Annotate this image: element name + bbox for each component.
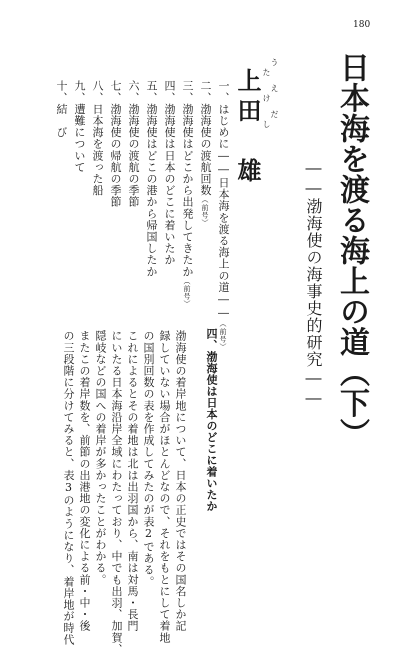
toc-item (56, 80, 67, 138)
toc-item (200, 80, 211, 226)
subtitle: ――渤海使の海事史的研究―― (304, 158, 323, 408)
body-line: 隠岐などの国への着岸が多かったことがわかる。 (94, 330, 107, 586)
toc-item-text: 四、渤海使は日本のどこに着いたか (163, 80, 176, 266)
author-ruby (262, 58, 278, 146)
toc-item (128, 80, 139, 208)
body-line: の国別回数の表を作成してみたのが表2である。 (142, 330, 155, 588)
toc-item-note: （前号） (183, 277, 191, 308)
body-text (56, 330, 187, 655)
table-of-contents (44, 80, 230, 351)
toc-item-text: 十、結 び (55, 80, 68, 138)
page-title: 日本海を渡る海上の道（下） (334, 52, 369, 449)
toc-item-text: 六、渤海使の渡航の季節 (127, 80, 140, 208)
toc-item-text: 二、渤海使の渡航回数 (199, 80, 212, 196)
toc-item-text: 九、遭難について (73, 80, 86, 173)
toc-item (164, 80, 175, 266)
toc-item-note: （前号） (219, 320, 227, 351)
toc-item-text: 三、渤海使はどこから出発してきたか (181, 80, 194, 278)
toc-item-text: 七、渤海使の帰航の季節 (109, 80, 122, 208)
author-ruby-family: うえだ (270, 58, 279, 136)
body-line: にいたる日本海沿岸全域にわたっており、中でも出羽、加賀、 (110, 330, 123, 655)
body-line: 録していない場合がほとんどなので、それをもとにして着地 (158, 330, 171, 644)
toc-item (110, 80, 121, 208)
body-line: これによるとその着地は北は出羽国から、南は対馬・長門 (126, 330, 139, 632)
toc-item-text: 八、日本海を渡った船 (91, 80, 104, 196)
body-line: またこの着岸数を、前節の出港地の変化による前・中・後 (78, 330, 91, 632)
toc-item (146, 80, 157, 277)
section-heading: 四、渤海使は日本のどこに着いたか (205, 328, 218, 512)
toc-item (182, 80, 193, 308)
toc-item-text: 五、渤海使はどこの港から帰国したか (145, 80, 158, 278)
body-line: の三段階に分けてみると、表3のようになり、着岸地が時代 (62, 330, 75, 646)
subtitle-block (304, 158, 327, 408)
body-line: 渤海使の着岸地について、日本の正史ではその国名しか記 (174, 330, 187, 632)
toc-item-note: （前号） (201, 196, 209, 227)
author-ruby-given: たけし (262, 68, 271, 146)
toc-item (218, 80, 229, 350)
toc-item (74, 80, 85, 173)
page-number: 180 (353, 20, 371, 30)
toc-item-text: 一、はじめに――日本海を渡る海上の道―― (217, 80, 230, 320)
author-name: 上田 雄 (233, 68, 262, 188)
toc-item (92, 80, 103, 196)
